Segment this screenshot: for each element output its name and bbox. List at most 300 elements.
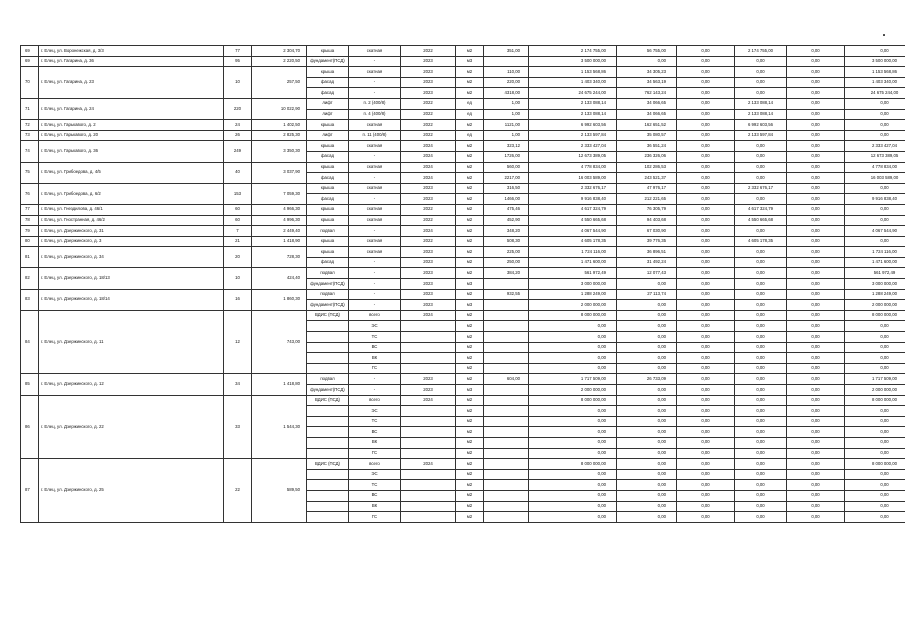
area-cell: 257,50 — [252, 67, 307, 99]
work-type-cell: подвал — [307, 268, 349, 279]
house-number-cell: 84 — [21, 310, 39, 374]
fund-b-cell: 0,00 — [735, 194, 787, 205]
material-cell: ГС — [349, 448, 401, 459]
total-cell: 0,00 — [845, 448, 905, 459]
unit-cell: м2 — [456, 427, 484, 438]
work-type-cell — [307, 321, 349, 332]
table-row — [21, 141, 905, 152]
cost-cell: 2 133 088,14 — [529, 109, 617, 120]
material-cell: ВК — [349, 501, 401, 512]
total-cell: 0,00 — [845, 512, 905, 523]
year-cell — [401, 363, 456, 374]
fund-c-cell: 0,00 — [787, 353, 845, 364]
year-cell — [401, 501, 456, 512]
area-cell: 7 059,30 — [252, 183, 307, 204]
subsidy-cell: 34 563,19 — [617, 77, 677, 88]
material-cell: скатная — [349, 215, 401, 226]
house-number-cell: 85 — [21, 374, 39, 395]
fund-a-cell: 0,00 — [677, 501, 735, 512]
flats-cell: 22 — [224, 459, 252, 523]
flats-cell: 33 — [224, 395, 252, 459]
fund-b-cell: 2 133 088,14 — [735, 109, 787, 120]
fund-a-cell: 0,00 — [677, 459, 735, 470]
cost-cell: 0,00 — [529, 490, 617, 501]
volume-cell: 560,00 — [484, 162, 529, 173]
work-type-cell — [307, 363, 349, 374]
volume-cell: 250,00 — [484, 257, 529, 268]
fund-a-cell: 0,00 — [677, 332, 735, 343]
fund-a-cell: 0,00 — [677, 194, 735, 205]
fund-b-cell: 0,00 — [735, 490, 787, 501]
area-cell: 2 449,40 — [252, 226, 307, 237]
cost-cell: 0,00 — [529, 448, 617, 459]
table-row — [21, 204, 905, 215]
fund-a-cell: 0,00 — [677, 353, 735, 364]
address-cell: г. Елец, ул. Дзержинского, д. 31 — [39, 226, 224, 237]
subsidy-cell: 0,00 — [617, 501, 677, 512]
total-cell: 8 000 000,00 — [845, 459, 905, 470]
flats-cell: 12 — [224, 310, 252, 374]
year-cell — [401, 321, 456, 332]
subsidy-cell: 56 755,00 — [617, 46, 677, 57]
unit-cell: м2 — [456, 469, 484, 480]
material-cell: скатная — [349, 236, 401, 247]
cost-cell: 0,00 — [529, 501, 617, 512]
house-number-cell: 77 — [21, 204, 39, 215]
subsidy-cell: 34 305,23 — [617, 67, 677, 78]
year-cell: 2023 — [401, 247, 456, 258]
house-number-cell: 87 — [21, 459, 39, 523]
address-cell: г. Елец, ул. Дзержинского, д. 12 — [39, 374, 224, 395]
flats-cell: 20 — [224, 247, 252, 268]
material-cell: ТС — [349, 332, 401, 343]
unit-cell: м2 — [456, 321, 484, 332]
work-type-cell — [307, 427, 349, 438]
address-cell: г. Елец, ул. Гарькавого, д. 2 — [39, 120, 224, 131]
year-cell — [401, 427, 456, 438]
work-type-cell — [307, 406, 349, 417]
table-row — [21, 130, 905, 141]
total-cell: 1 403 340,00 — [845, 77, 905, 88]
total-cell: 2 000 000,00 — [845, 300, 905, 311]
cost-cell: 12 673 389,05 — [529, 151, 617, 162]
subsidy-cell: 34 066,65 — [617, 98, 677, 109]
total-cell: 0,00 — [845, 46, 905, 57]
material-cell: ВК — [349, 353, 401, 364]
material-cell: - — [349, 268, 401, 279]
cost-cell: 4 778 834,00 — [529, 162, 617, 173]
cost-cell: 8 000 000,00 — [529, 395, 617, 406]
fund-a-cell: 0,00 — [677, 67, 735, 78]
work-type-cell: фасад — [307, 194, 349, 205]
unit-cell: м2 — [456, 490, 484, 501]
year-cell — [401, 342, 456, 353]
flats-cell: 21 — [224, 236, 252, 247]
material-cell: ЭС — [349, 469, 401, 480]
year-cell: 2024 — [401, 162, 456, 173]
fund-b-cell: 4 605 178,35 — [735, 236, 787, 247]
subsidy-cell: 0,00 — [617, 342, 677, 353]
work-type-cell: крыша — [307, 120, 349, 131]
house-number-cell: 71 — [21, 98, 39, 119]
subsidy-cell: 0,00 — [617, 321, 677, 332]
flats-cell: 10 — [224, 67, 252, 99]
subsidy-cell: 39 776,35 — [617, 236, 677, 247]
year-cell: 2024 — [401, 141, 456, 152]
fund-a-cell: 0,00 — [677, 342, 735, 353]
material-cell: - — [349, 56, 401, 67]
fund-c-cell: 0,00 — [787, 194, 845, 205]
unit-cell: м2 — [456, 416, 484, 427]
fund-b-cell: 4 617 324,79 — [735, 204, 787, 215]
subsidy-cell: 0,00 — [617, 56, 677, 67]
total-cell: 1 717 509,00 — [845, 374, 905, 385]
volume-cell: 1,00 — [484, 98, 529, 109]
fund-b-cell: 0,00 — [735, 427, 787, 438]
work-type-cell — [307, 416, 349, 427]
work-type-cell: фасад — [307, 151, 349, 162]
work-type-cell: фундамент(ПСД) — [307, 279, 349, 290]
fund-b-cell: 0,00 — [735, 279, 787, 290]
unit-cell: м2 — [456, 194, 484, 205]
subsidy-cell: 0,00 — [617, 406, 677, 417]
table-row — [21, 67, 905, 78]
cost-cell: 0,00 — [529, 469, 617, 480]
cost-cell: 1 153 568,86 — [529, 67, 617, 78]
unit-cell: м2 — [456, 353, 484, 364]
cost-cell: 6 992 603,56 — [529, 120, 617, 131]
work-type-cell — [307, 501, 349, 512]
fund-a-cell: 0,00 — [677, 151, 735, 162]
unit-cell: м2 — [456, 204, 484, 215]
address-cell: г. Елец, ул. Гагарина, д. 23 — [39, 67, 224, 99]
cost-cell: 3 500 000,00 — [529, 56, 617, 67]
unit-cell: м3 — [456, 300, 484, 311]
table-body — [21, 46, 905, 523]
total-cell: 0,00 — [845, 490, 905, 501]
material-cell: скатная — [349, 141, 401, 152]
fund-c-cell: 0,00 — [787, 310, 845, 321]
fund-b-cell: 0,00 — [735, 363, 787, 374]
work-type-cell — [307, 490, 349, 501]
fund-b-cell: 0,00 — [735, 67, 787, 78]
unit-cell: м2 — [456, 395, 484, 406]
table-row — [21, 374, 905, 385]
cost-cell: 0,00 — [529, 512, 617, 523]
area-cell: 10 022,90 — [252, 98, 307, 119]
table-row — [21, 162, 905, 173]
volume-cell — [484, 448, 529, 459]
material-cell: - — [349, 385, 401, 396]
year-cell: 2024 — [401, 226, 456, 237]
cost-cell: 0,00 — [529, 363, 617, 374]
unit-cell: м2 — [456, 448, 484, 459]
subsidy-cell: 162 651,52 — [617, 120, 677, 131]
table-row — [21, 98, 905, 109]
address-cell: г. Елец, ул. Дзержинского, д. 3 — [39, 236, 224, 247]
fund-a-cell: 0,00 — [677, 416, 735, 427]
area-cell: 2 220,50 — [252, 56, 307, 67]
work-type-cell: фасад — [307, 77, 349, 88]
unit-cell: м2 — [456, 459, 484, 470]
year-cell — [401, 448, 456, 459]
total-cell: 16 003 589,00 — [845, 173, 905, 184]
address-cell: г. Елец, ул. Гагарина, д. 24 — [39, 98, 224, 119]
fund-c-cell: 0,00 — [787, 385, 845, 396]
area-cell: 1 544,30 — [252, 395, 307, 459]
fund-a-cell: 0,00 — [677, 46, 735, 57]
cost-cell: 2 000 000,00 — [529, 300, 617, 311]
material-cell: ЭС — [349, 406, 401, 417]
fund-b-cell: 0,00 — [735, 321, 787, 332]
total-cell: 0,00 — [845, 120, 905, 131]
cost-cell: 0,00 — [529, 332, 617, 343]
volume-cell — [484, 437, 529, 448]
unit-cell: м2 — [456, 46, 484, 57]
flats-cell: 77 — [224, 46, 252, 57]
total-cell: 4 778 834,00 — [845, 162, 905, 173]
year-cell — [401, 353, 456, 364]
material-cell: ГС — [349, 363, 401, 374]
fund-b-cell: 0,00 — [735, 501, 787, 512]
material-cell: - — [349, 289, 401, 300]
year-cell: 2023 — [401, 257, 456, 268]
address-cell: г. Елец, ул. Грибоедова, д. 4/5 — [39, 162, 224, 183]
table-row — [21, 289, 905, 300]
house-number-cell: 79 — [21, 226, 39, 237]
material-cell: скатная — [349, 204, 401, 215]
fund-a-cell: 0,00 — [677, 321, 735, 332]
subsidy-cell: 0,00 — [617, 300, 677, 311]
subsidy-cell: 0,00 — [617, 310, 677, 321]
fund-b-cell: 2 174 755,00 — [735, 46, 787, 57]
total-cell: 0,00 — [845, 353, 905, 364]
unit-cell: м3 — [456, 56, 484, 67]
volume-cell — [484, 480, 529, 491]
fund-b-cell: 0,00 — [735, 88, 787, 99]
flats-cell: 153 — [224, 183, 252, 204]
year-cell: 2022 — [401, 98, 456, 109]
area-cell: 1 418,80 — [252, 374, 307, 395]
fund-c-cell: 0,00 — [787, 374, 845, 385]
volume-cell: 1,00 — [484, 130, 529, 141]
fund-b-cell: 0,00 — [735, 512, 787, 523]
flats-cell: 16 — [224, 289, 252, 310]
fund-b-cell: 0,00 — [735, 300, 787, 311]
fund-b-cell: 0,00 — [735, 448, 787, 459]
flats-cell: 60 — [224, 215, 252, 226]
house-number-cell: 73 — [21, 130, 39, 141]
cost-cell: 24 675 244,00 — [529, 88, 617, 99]
unit-cell: м2 — [456, 162, 484, 173]
total-cell: 1 153 568,86 — [845, 67, 905, 78]
total-cell: 0,00 — [845, 98, 905, 109]
house-number-cell: 78 — [21, 215, 39, 226]
fund-c-cell: 0,00 — [787, 448, 845, 459]
cost-cell: 2 174 755,00 — [529, 46, 617, 57]
address-cell: г. Елец, ул. Дзержинского, д. 25 — [39, 459, 224, 523]
area-cell: 743,00 — [252, 310, 307, 374]
work-type-cell: фасад — [307, 257, 349, 268]
unit-cell: ед — [456, 130, 484, 141]
year-cell: 2022 — [401, 204, 456, 215]
area-cell: 1 402,50 — [252, 120, 307, 131]
fund-c-cell: 0,00 — [787, 257, 845, 268]
fund-c-cell: 0,00 — [787, 490, 845, 501]
cost-cell: 0,00 — [529, 342, 617, 353]
total-cell: 0,00 — [845, 130, 905, 141]
material-cell: п. 2 (400/8) — [349, 98, 401, 109]
fund-a-cell: 0,00 — [677, 395, 735, 406]
subsidy-cell: 0,00 — [617, 512, 677, 523]
unit-cell: м2 — [456, 88, 484, 99]
fund-a-cell: 0,00 — [677, 469, 735, 480]
address-cell: г. Елец, ул. Гнездилова, д. 46/1 — [39, 204, 224, 215]
fund-c-cell: 0,00 — [787, 300, 845, 311]
fund-a-cell: 0,00 — [677, 162, 735, 173]
fund-c-cell: 0,00 — [787, 469, 845, 480]
fund-a-cell: 0,00 — [677, 226, 735, 237]
year-cell — [401, 332, 456, 343]
cost-cell: 2 000 000,00 — [529, 385, 617, 396]
total-cell: 0,00 — [845, 416, 905, 427]
house-number-cell: 72 — [21, 120, 39, 131]
fund-c-cell: 0,00 — [787, 459, 845, 470]
volume-cell: 1726,00 — [484, 151, 529, 162]
volume-cell: 110,00 — [484, 67, 529, 78]
work-type-cell: крыша — [307, 204, 349, 215]
volume-cell: 1121,00 — [484, 120, 529, 131]
work-type-cell: крыша — [307, 162, 349, 173]
subsidy-cell: 36 551,24 — [617, 141, 677, 152]
material-cell: - — [349, 226, 401, 237]
year-cell: 2023 — [401, 268, 456, 279]
subsidy-cell: 243 521,37 — [617, 173, 677, 184]
scan-speck — [883, 34, 885, 36]
material-cell: скатная — [349, 183, 401, 194]
cost-cell: 0,00 — [529, 353, 617, 364]
work-type-cell: подвал — [307, 226, 349, 237]
fund-c-cell: 0,00 — [787, 120, 845, 131]
work-type-cell: подвал — [307, 289, 349, 300]
flats-cell: 10 — [224, 268, 252, 289]
year-cell — [401, 469, 456, 480]
fund-a-cell: 0,00 — [677, 406, 735, 417]
fund-c-cell: 0,00 — [787, 332, 845, 343]
subsidy-cell: 12 077,43 — [617, 268, 677, 279]
work-type-cell: фундамент(ПСД) — [307, 300, 349, 311]
fund-a-cell: 0,00 — [677, 480, 735, 491]
material-cell: скатная — [349, 120, 401, 131]
material-cell: скатная — [349, 247, 401, 258]
flats-cell: 34 — [224, 374, 252, 395]
total-cell: 8 000 000,00 — [845, 310, 905, 321]
volume-cell — [484, 501, 529, 512]
fund-b-cell: 2 133 088,14 — [735, 98, 787, 109]
fund-c-cell: 0,00 — [787, 395, 845, 406]
table-row — [21, 120, 905, 131]
fund-c-cell: 0,00 — [787, 173, 845, 184]
house-number-cell: 69 — [21, 56, 39, 67]
unit-cell: м2 — [456, 215, 484, 226]
material-cell: скатная — [349, 46, 401, 57]
subsidy-cell: 47 976,17 — [617, 183, 677, 194]
total-cell: 0,00 — [845, 501, 905, 512]
address-cell: г. Елец, ул. Дзержинского, д. 22 — [39, 395, 224, 459]
fund-b-cell: 0,00 — [735, 77, 787, 88]
area-cell: 589,50 — [252, 459, 307, 523]
work-type-cell: лифт — [307, 109, 349, 120]
unit-cell: м2 — [456, 67, 484, 78]
address-cell: г. Елец, ул. Гагарина, д. 36 — [39, 56, 224, 67]
fund-a-cell: 0,00 — [677, 300, 735, 311]
volume-cell — [484, 512, 529, 523]
unit-cell: м2 — [456, 247, 484, 258]
cost-cell: 0,00 — [529, 427, 617, 438]
total-cell: 0,00 — [845, 480, 905, 491]
year-cell: 2023 — [401, 374, 456, 385]
unit-cell: м2 — [456, 183, 484, 194]
material-cell: всего — [349, 395, 401, 406]
fund-a-cell: 0,00 — [677, 257, 735, 268]
house-number-cell: 83 — [21, 289, 39, 310]
material-cell: ТС — [349, 480, 401, 491]
year-cell: 2024 — [401, 151, 456, 162]
total-cell: 1 288 249,00 — [845, 289, 905, 300]
address-cell: г. Елец, ул. Дзержинского, д. 34 — [39, 247, 224, 268]
total-cell: 4 067 544,90 — [845, 226, 905, 237]
subsidy-cell: 212 221,65 — [617, 194, 677, 205]
total-cell: 1 471 600,00 — [845, 257, 905, 268]
area-cell: 1 860,30 — [252, 289, 307, 310]
fund-b-cell: 0,00 — [735, 257, 787, 268]
year-cell: 2022 — [401, 109, 456, 120]
work-type-cell: крыша — [307, 141, 349, 152]
work-type-cell: фасад — [307, 173, 349, 184]
unit-cell: м2 — [456, 289, 484, 300]
cost-cell: 2 333 427,04 — [529, 141, 617, 152]
fund-c-cell: 0,00 — [787, 406, 845, 417]
house-number-cell: 81 — [21, 247, 39, 268]
subsidy-cell: 236 326,06 — [617, 151, 677, 162]
unit-cell: м2 — [456, 151, 484, 162]
cost-cell: 8 000 000,00 — [529, 310, 617, 321]
work-type-cell: крыша — [307, 215, 349, 226]
subsidy-cell: 762 143,24 — [617, 88, 677, 99]
material-cell: всего — [349, 459, 401, 470]
unit-cell: м2 — [456, 406, 484, 417]
volume-cell: 2217,00 — [484, 173, 529, 184]
table-row — [21, 268, 905, 279]
flats-cell: 220 — [224, 98, 252, 119]
subsidy-cell: 26 733,09 — [617, 374, 677, 385]
unit-cell: м3 — [456, 385, 484, 396]
fund-b-cell: 0,00 — [735, 406, 787, 417]
fund-b-cell: 4 550 665,68 — [735, 215, 787, 226]
total-cell: 0,00 — [845, 332, 905, 343]
fund-c-cell: 0,00 — [787, 236, 845, 247]
fund-b-cell: 0,00 — [735, 310, 787, 321]
cost-cell: 0,00 — [529, 406, 617, 417]
material-cell: ВС — [349, 427, 401, 438]
subsidy-cell: 0,00 — [617, 448, 677, 459]
fund-a-cell: 0,00 — [677, 56, 735, 67]
year-cell: 2023 — [401, 183, 456, 194]
unit-cell: м2 — [456, 512, 484, 523]
cost-cell: 1 288 249,00 — [529, 289, 617, 300]
volume-cell — [484, 459, 529, 470]
total-cell: 2 333 427,04 — [845, 141, 905, 152]
